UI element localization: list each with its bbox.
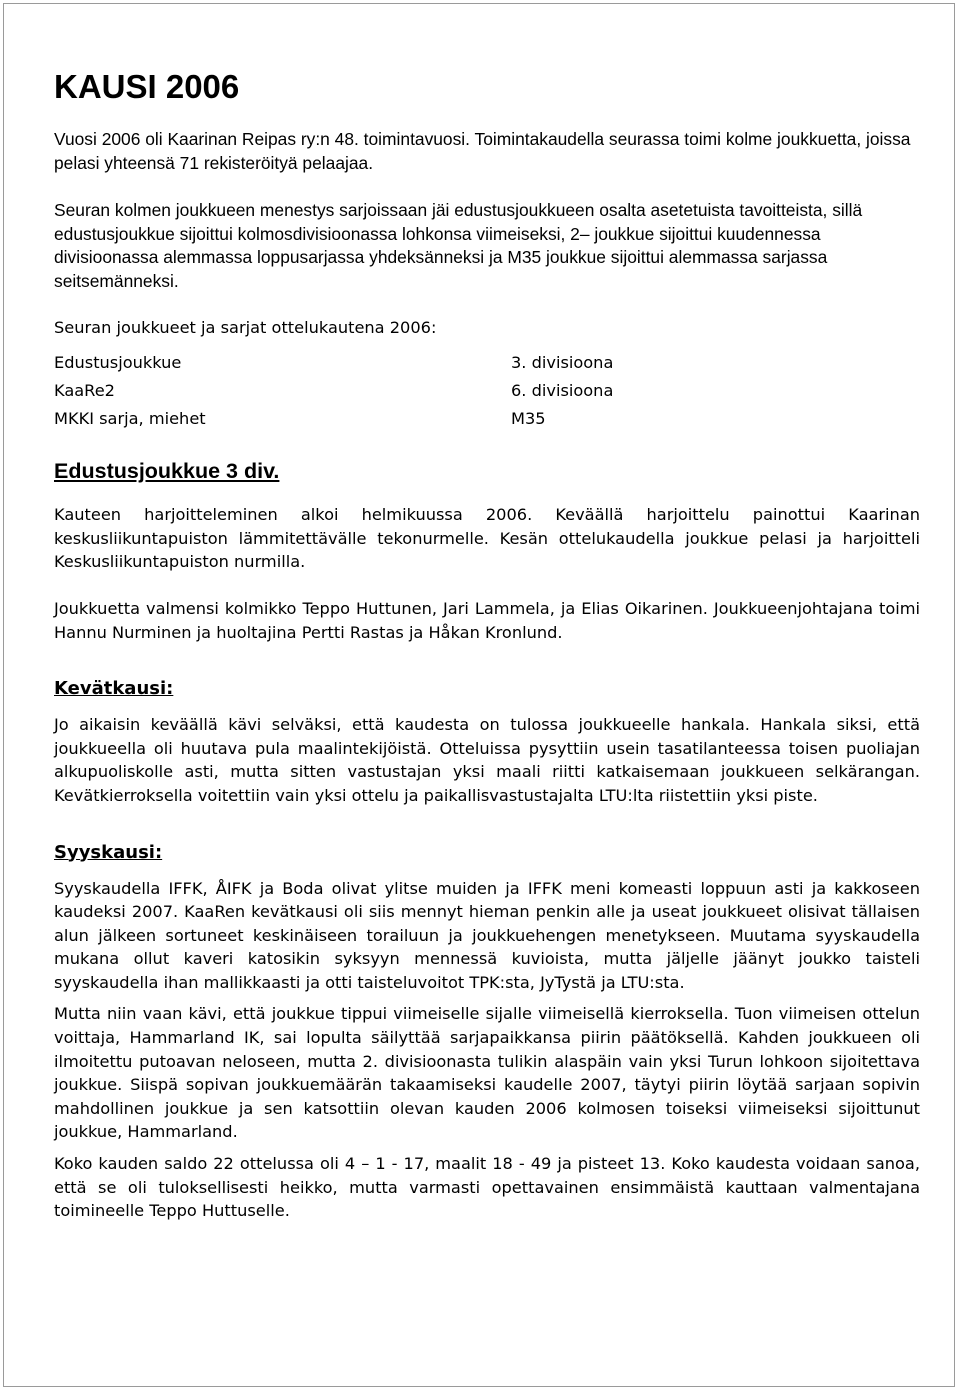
document-page (3, 3, 955, 1387)
team-division: 3. divisioona (511, 353, 614, 373)
autumn-paragraph-3: Koko kauden saldo 22 ottelussa oli 4 – 1 - 17, maalit 18 - 49 ja pisteet 13. Koko kaudesta voidaan sanoa, että se oli tuloksellisesti heikko, mutta varmasti opettavainen ensimmäistä kauttaan valmentajana toimineelle Teppo Huttuselle. (54, 1154, 920, 1221)
autumn-heading: Syyskausi: (54, 841, 163, 863)
page-title: KAUSI 2006 (54, 68, 240, 105)
document-content (54, 66, 920, 1223)
team-name: KaaRe2 (54, 381, 115, 401)
team-name: MKKI sarja, miehet (54, 409, 206, 429)
section-title: Edustusjoukkue 3 div. (54, 459, 280, 484)
team-row (54, 405, 920, 433)
teams-heading: Seuran joukkueet ja sarjat ottelukautena 2006: (54, 317, 437, 337)
intro-paragraph-1: Vuosi 2006 oli Kaarinan Reipas ry:n 48. toimintavuosi. Toimintakaudella seurassa toimi kolme joukkuetta, joissa pelasi yhteensä 71 rekisteröityä pelaajaa. (54, 129, 911, 173)
team-name: Edustusjoukkue (54, 353, 182, 373)
section-paragraph-1: Kauteen harjoitteleminen alkoi helmikuussa 2006. Keväällä harjoittelu painottui Kaarinan keskusliikuntapuiston lämmitettävälle tekonurmelle. Kesän ottelukaudella joukkue pelasi ja harjoitteli Keskusliikuntapuiston nurmilla. (54, 505, 920, 572)
autumn-paragraph-1: Syyskaudella IFFK, ÅIFK ja Boda olivat ylitse muiden ja IFFK meni komeasti loppuun asti ja kakkoseen kaudeksi 2007. KaaRen kevätkausi oli siis mennyt hieman penkin alle ja useat joukkueet olisivat tällaisen alun jälkeen sortuneet keskinäiseen torailuun ja joukkuehengen menetykseen. Muutama syyskaudella mukana ollut kaveri katosikin syksyyn mennessä kuvioista, mutta jäljelle jäänyt joukko taisteli syyskaudella ihan mallikkaasti ja otti taisteluvoitot TPK:sta, JyTystä ja LTU:sta. (54, 878, 920, 992)
spring-paragraph: Jo aikaisin keväällä kävi selväksi, että kaudesta on tulossa joukkueelle hankala. Hankala siksi, että joukkueella oli huutava pula maalintekijöistä. Otteluissa pysyttiin usein tasatilanteessa toisen puoliajan alkupuoliskolle asti, mutta sitten vastustajan yksi maali riitti katkaisemaan joukkueen selkärangan. Kevätkierroksella voitettiin vain yksi ottelu ja paikallisvastustajalta LTU:lta riistettiin yksi piste. (54, 715, 920, 805)
teams-list (54, 349, 920, 433)
team-division: M35 (511, 409, 546, 429)
autumn-paragraph-2: Mutta niin vaan kävi, että joukkue tippui viimeiselle sijalle viimeisellä kierroksella. Tuon viimeisen ottelun voittaja, Hammarland IK, sai lopulta säilyttää sarjapaikkansa piirin päätöksellä. Kahden joukkueen oli ilmoitettu putoavan neloseen, mutta 2. divisioonasta tulikin alaspäin vain yksi Turun lohkoon sijoitettava joukkue. Siispä sopivan joukkuemäärän takaamiseksi kaudelle 2007, täytyi piirin löytää sarjaan sopivin mahdollinen joukkue ja sen katsottiin olevan kauden 2006 kolmosen toiseksi viimeiseksi sijoittunut joukkue, Hammarland. (54, 1004, 920, 1142)
team-row (54, 377, 920, 405)
team-row (54, 349, 920, 377)
intro-paragraph-2: Seuran kolmen joukkueen menestys sarjoissaan jäi edustusjoukkueen osalta asetetuista tavoitteista, sillä edustusjoukkue sijoittui kolmosdivisioonassa lohkonsa viimeiseksi, 2– joukkue sijoittui kuudennessa divisioonassa alemmassa loppusarjassa yhdeksänneksi ja M35 joukkue sijoittui alemmassa sarjassa seitsemänneksi. (54, 200, 863, 291)
spring-heading: Kevätkausi: (54, 678, 174, 700)
section-paragraph-2: Joukkuetta valmensi kolmikko Teppo Huttunen, Jari Lammela, ja Elias Oikarinen. Joukkueenjohtajana toimi Hannu Nurminen ja huoltajina Pertti Rastas ja Håkan Kronlund. (54, 598, 920, 642)
team-division: 6. divisioona (511, 381, 614, 401)
